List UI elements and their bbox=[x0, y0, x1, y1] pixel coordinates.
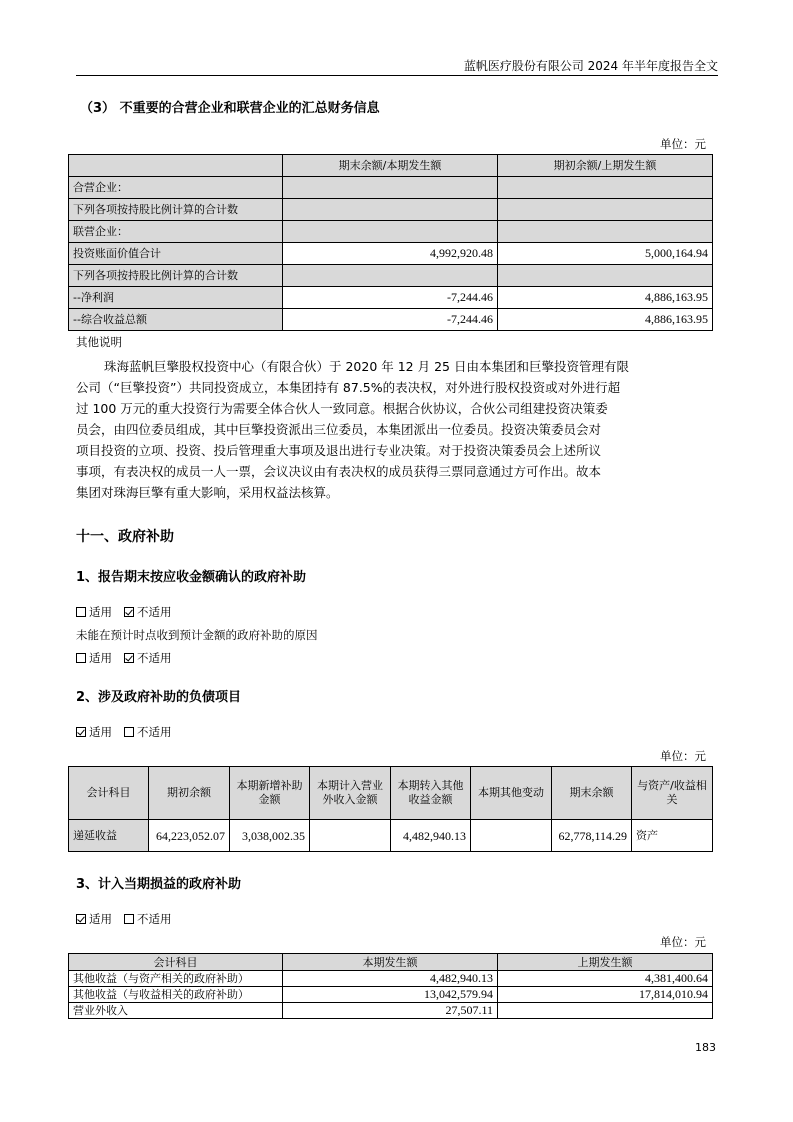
sub1-reason-label: 未能在预计时点收到预计金额的政府补助的原因 bbox=[76, 628, 318, 642]
unchecked-box-icon[interactable] bbox=[124, 914, 134, 924]
checked-box-icon[interactable] bbox=[124, 653, 134, 663]
table-header-cell: 本期计入营业外收入金额 bbox=[310, 767, 391, 820]
unchecked-box-icon[interactable] bbox=[124, 727, 134, 737]
row-label: --综合收益总额 bbox=[69, 309, 283, 331]
row-label: 联营企业： bbox=[69, 221, 283, 243]
paragraph-line: 公司（“巨擎投资”）共同投资成立，本集团持有 87.5%的表决权，对外进行股权投资或对外进行超 bbox=[76, 380, 621, 395]
row-label: 下列各项按持股比例计算的合计数 bbox=[69, 265, 283, 287]
page-number: 183 bbox=[695, 1041, 716, 1054]
table-row: 递延收益 64,223,052.07 3,038,002.35 4,482,940.13 62,778,114.29 资产 bbox=[69, 820, 713, 852]
pnl-subsidy-table bbox=[68, 953, 713, 1019]
summary-financial-table bbox=[68, 154, 713, 331]
table-row bbox=[69, 265, 713, 287]
table-row: 投资账面价值合计 4,992,920.48 5,000,164.94 bbox=[69, 243, 713, 265]
table-header-cell: 会计科目 bbox=[69, 954, 283, 971]
row-label: 合营企业： bbox=[69, 177, 283, 199]
sub1-title: 1、报告期末按应收金额确认的政府补助 bbox=[76, 570, 307, 585]
unit-label-2: 单位：元 bbox=[660, 749, 706, 763]
paragraph-line: 员会，由四位委员组成，其中巨擎投资派出三位委员，本集团派出一位委员。投资决策委员会对 bbox=[76, 422, 602, 437]
table-header-cell: 期末余额/本期发生额 bbox=[283, 155, 498, 177]
table-row: --净利润 -7,244.46 4,886,163.95 bbox=[69, 287, 713, 309]
table-header-cell: 本期发生额 bbox=[283, 954, 498, 971]
table-row: 其他收益（与收益相关的政府补助） 13,042,579.94 17,814,010.94 bbox=[69, 987, 713, 1003]
unchecked-box-icon[interactable] bbox=[76, 607, 86, 617]
table-header-cell: 会计科目 bbox=[69, 767, 149, 820]
unit-label-1: 单位：元 bbox=[660, 137, 706, 151]
paragraph-line: 珠海蓝帆巨擎股权投资中心（有限合伙）于 2020 年 12 月 25 日由本集团和巨擎投资管理有限 bbox=[104, 359, 629, 374]
paragraph-line: 集团对珠海巨擎有重大影响，采用权益法核算。 bbox=[76, 485, 339, 500]
table-header-cell: 与资产/收益相关 bbox=[632, 767, 713, 820]
table-row bbox=[69, 221, 713, 243]
table-header-cell: 期初余额/上期发生额 bbox=[498, 155, 713, 177]
table-row bbox=[69, 177, 713, 199]
sub2-title: 2、涉及政府补助的负债项目 bbox=[76, 690, 242, 705]
table-header-cell: 期末余额 bbox=[552, 767, 632, 820]
section-3-title: （3） 不重要的合营企业和联营企业的汇总财务信息 bbox=[80, 101, 380, 116]
table-header-cell: 期初余额 bbox=[149, 767, 230, 820]
table-header-cell: 本期新增补助金额 bbox=[230, 767, 310, 820]
report-header-title: 蓝帆医疗股份有限公司 2024 年半年度报告全文 bbox=[463, 59, 718, 73]
sub2-applicability: 适用 不适用 bbox=[76, 724, 172, 740]
sub3-applicability: 适用 不适用 bbox=[76, 911, 172, 927]
table-header-cell: 本期转入其他收益金额 bbox=[391, 767, 471, 820]
sub3-title: 3、计入当期损益的政府补助 bbox=[76, 877, 242, 892]
paragraph-line: 项目投资的立项、投资、投后管理重大事项及退出进行专业决策。对于投资决策委员会上述所议 bbox=[76, 443, 602, 458]
header-divider bbox=[76, 75, 718, 76]
unchecked-box-icon[interactable] bbox=[76, 653, 86, 663]
row-label: 下列各项按持股比例计算的合计数 bbox=[69, 199, 283, 221]
other-notes-label: 其他说明 bbox=[76, 335, 122, 349]
table-row: 营业外收入 27,507.11 bbox=[69, 1003, 713, 1019]
table-row bbox=[69, 199, 713, 221]
sub1-applicability: 适用 不适用 bbox=[76, 604, 172, 620]
sub1-reason-applicability: 适用 不适用 bbox=[76, 650, 172, 666]
table-header-cell bbox=[69, 155, 283, 177]
checked-box-icon[interactable] bbox=[76, 914, 86, 924]
row-label: --净利润 bbox=[69, 287, 283, 309]
liability-subsidy-table bbox=[68, 766, 713, 852]
table-header-cell: 本期其他变动 bbox=[471, 767, 552, 820]
row-label: 投资账面价值合计 bbox=[69, 243, 283, 265]
table-header-cell: 上期发生额 bbox=[498, 954, 713, 971]
table-row: 其他收益（与资产相关的政府补助） 4,482,940.13 4,381,400.64 bbox=[69, 971, 713, 987]
checked-box-icon[interactable] bbox=[124, 607, 134, 617]
unit-label-3: 单位：元 bbox=[660, 935, 706, 949]
paragraph-line: 过 100 万元的重大投资行为需要全体合伙人一致同意。根据合伙协议，合伙公司组建投资决策委 bbox=[76, 401, 608, 416]
paragraph-line: 事项，有表决权的成员一人一票，会议决议由有表决权的成员获得三票同意通过方可作出。故本 bbox=[76, 464, 602, 479]
checked-box-icon[interactable] bbox=[76, 727, 86, 737]
section-11-title: 十一、政府补助 bbox=[76, 529, 174, 545]
table-row: --综合收益总额 -7,244.46 4,886,163.95 bbox=[69, 309, 713, 331]
